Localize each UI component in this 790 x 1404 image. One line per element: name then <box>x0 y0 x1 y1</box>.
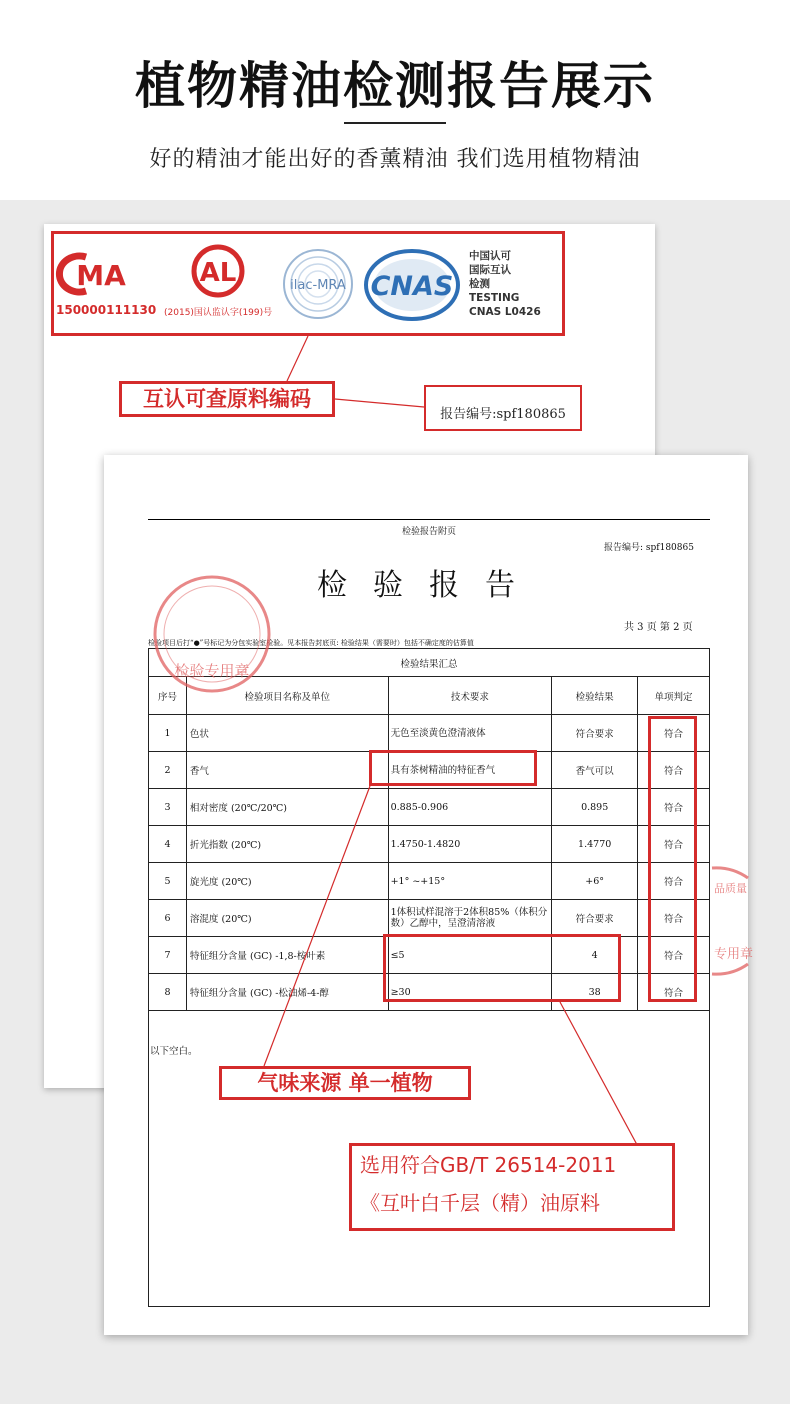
cell-requirement: +1° ~+15° <box>388 863 552 900</box>
cell-item: 溶混度 (20℃) <box>186 900 388 937</box>
cell-item: 色状 <box>186 715 388 752</box>
cnas-mark-text: CNAS <box>370 271 454 302</box>
cell-result: 符合要求 <box>552 715 638 752</box>
column-header: 技术要求 <box>388 677 552 715</box>
partial-seal-text: 专用章 <box>714 947 754 962</box>
seal-text: 检验专用章 <box>174 662 250 680</box>
cell-item: 特征组分含量 (GC) -1,8-桉叶素 <box>186 937 388 974</box>
cell-no: 2 <box>149 752 187 789</box>
cell-item: 特征组分含量 (GC) -松油烯-4-醇 <box>186 974 388 1011</box>
cell-requirement: 1体积试样混溶于2体积85%（体积分数）乙醇中，呈澄清溶液 <box>388 900 552 937</box>
cell-judgement: 符合 <box>638 826 710 863</box>
cell-requirement: 具有茶树精油的特征香气 <box>388 752 552 789</box>
column-header: 检验项目名称及单位 <box>186 677 388 715</box>
cell-requirement: ≤5 <box>388 937 552 974</box>
cell-result: 38 <box>552 974 638 1011</box>
ilac-mark-text: ilac-MRA <box>290 278 346 293</box>
annex-title: 检验报告附页 <box>401 527 456 537</box>
cell-no: 5 <box>149 863 187 900</box>
cma-mark-text: MA <box>76 259 126 292</box>
cell-result: 0.895 <box>552 789 638 826</box>
cell-item: 香气 <box>186 752 388 789</box>
cell-no: 3 <box>149 789 187 826</box>
cell-requirement: 0.885-0.906 <box>388 789 552 826</box>
aroma-source-callout: 气味来源 单一植物 <box>219 1066 471 1100</box>
cell-item: 折光指数 (20℃) <box>186 826 388 863</box>
cnas-line: 检测 <box>469 278 490 290</box>
cma-code: 150000111130 <box>56 303 157 317</box>
column-header: 序号 <box>149 677 187 715</box>
document-title: 检验报告 <box>317 568 541 603</box>
cnas-line: CNAS L0426 <box>469 306 541 318</box>
raw-material-code-callout: 互认可查原料编码 <box>119 381 335 417</box>
standard-line: 选用符合GB/T 26514-2011 <box>360 1153 617 1177</box>
cal-code: (2015)国认监认字(199)号 <box>164 308 273 318</box>
standard-line: 《互叶白千层（精）油原料 <box>360 1191 600 1215</box>
cell-no: 7 <box>149 937 187 974</box>
partial-seal-ring-text: 品质量 <box>714 882 747 895</box>
column-header: 检验结果 <box>552 677 638 715</box>
cell-judgement: 符合 <box>638 863 710 900</box>
cell-item: 旋光度 (20℃) <box>186 863 388 900</box>
cell-result: 4 <box>552 937 638 974</box>
cnas-line: TESTING <box>469 292 520 304</box>
doc-report-number: 报告编号: spf180865 <box>604 543 694 553</box>
cell-requirement: 1.4750-1.4820 <box>388 826 552 863</box>
cell-judgement: 符合 <box>638 715 710 752</box>
cell-requirement: ≥30 <box>388 974 552 1011</box>
summary-header: 检验结果汇总 <box>149 649 710 677</box>
cell-no: 6 <box>149 900 187 937</box>
page-subtitle: 好的精油才能出好的香薰精油 我们选用植物精油 <box>149 147 641 172</box>
cell-judgement: 符合 <box>638 789 710 826</box>
cell-judgement: 符合 <box>638 974 710 1011</box>
column-header: 单项判定 <box>638 677 710 715</box>
blank-note: 以下空白。 <box>150 1046 198 1057</box>
cell-no: 8 <box>149 974 187 1011</box>
cnas-line: 国际互认 <box>469 264 511 276</box>
cell-result: 香气可以 <box>552 752 638 789</box>
report-number-callout: 报告编号:spf180865 <box>424 385 582 431</box>
page-count: 共 3 页 第 2 页 <box>624 622 693 633</box>
cell-no: 4 <box>149 826 187 863</box>
cal-mark-text: AL <box>199 258 237 288</box>
cell-judgement: 符合 <box>638 937 710 974</box>
cell-result: +6° <box>552 863 638 900</box>
cell-result: 符合要求 <box>552 900 638 937</box>
cell-requirement: 无色至淡黄色澄清液体 <box>388 715 552 752</box>
page-title: 植物精油检测报告展示 <box>135 57 655 115</box>
cell-judgement: 符合 <box>638 900 710 937</box>
cell-result: 1.4770 <box>552 826 638 863</box>
cell-item: 相对密度 (20℃/20℃) <box>186 789 388 826</box>
cnas-line: 中国认可 <box>469 250 511 262</box>
cell-judgement: 符合 <box>638 752 710 789</box>
doc-note: 检验项目后打“●”号标记为分包实验室检验。见本报告封底页: 检验结果（需要时）包括不确定度的估算值 <box>148 639 474 647</box>
standard-callout <box>349 1143 675 1231</box>
cell-no: 1 <box>149 715 187 752</box>
